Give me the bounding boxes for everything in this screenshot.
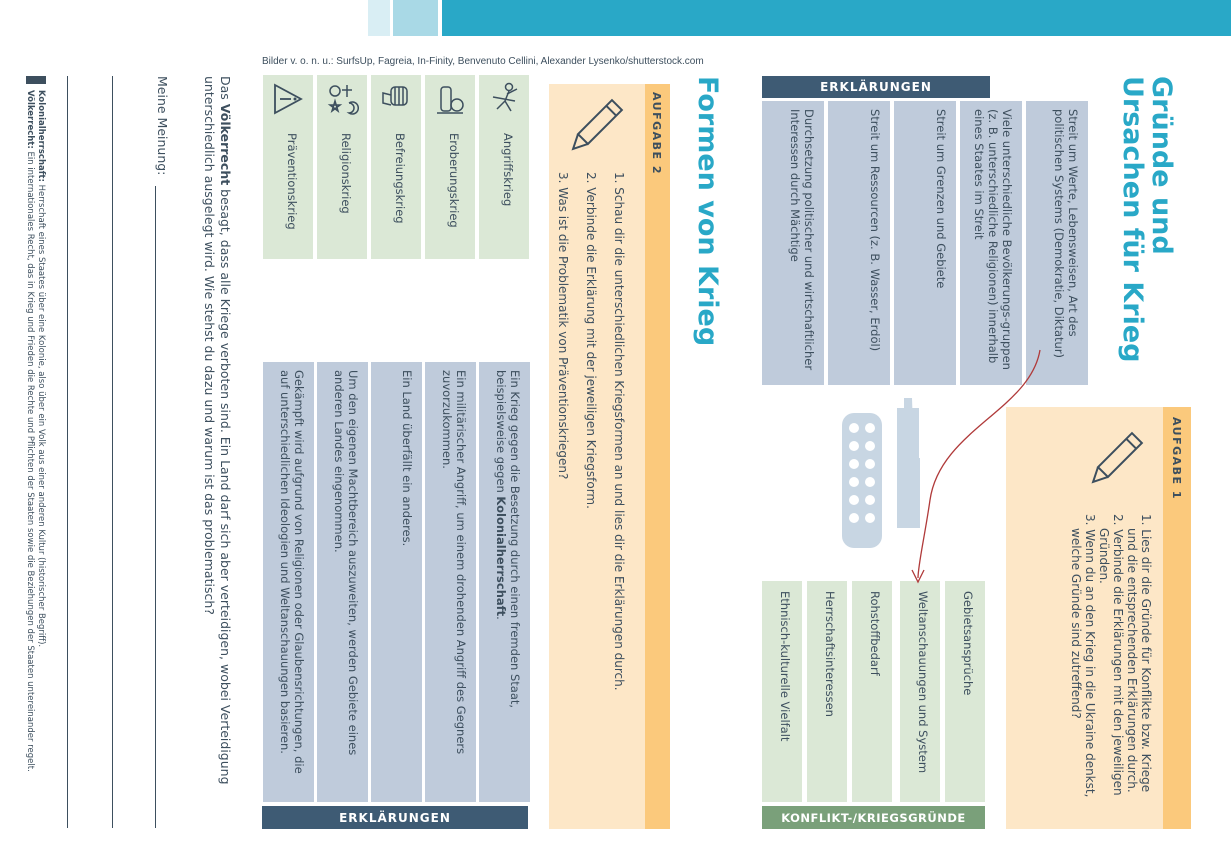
task2-label-strip: [645, 84, 670, 829]
explanation-text: Streit um Grenzen und Gebiete: [934, 109, 948, 289]
reason-text: Ethnisch-kulturelle Vielfalt: [778, 591, 792, 742]
glossary-entry: Kolonialherrschaft: Herrschaft eines Staates über eine Kolonie, also über ein Volk aus einer anderen Kultur (historischer Begriff).: [36, 90, 46, 648]
answer-line[interactable]: [112, 76, 113, 828]
glossary: [24, 90, 46, 850]
reason-card[interactable]: [900, 581, 940, 802]
explanation-text: Ein Land überfällt ein anderes.: [400, 370, 414, 547]
soldier-attack-icon: [487, 81, 521, 117]
reason-card[interactable]: [807, 581, 847, 802]
explanations-heading: ERKLÄRUNGEN: [262, 806, 528, 829]
war-form-label: Angriffskrieg: [501, 133, 515, 207]
war-form-label: Eroberungskrieg: [447, 133, 461, 228]
task1-label-strip: [1163, 407, 1191, 829]
reason-text: Herrschaftsinteressen: [823, 591, 837, 717]
pencil-icon: [560, 92, 630, 162]
reason-card[interactable]: [852, 581, 892, 802]
explanation-text: Viele unterschiedliche Bevölkerungs-gruppen (z. B. unterschiedliche Religionen) innerhalb eines Staates im Streit: [972, 109, 1014, 370]
war-form-card[interactable]: [371, 75, 421, 259]
task1-item: 1. Lies dir die Gründe für Konflikte bzw. Kriege und die entsprechenden Erklärungen durch.: [1125, 514, 1153, 793]
answer-line[interactable]: [155, 186, 156, 828]
reason-card[interactable]: [945, 581, 985, 802]
task2-item: 3. Was ist die Problematik von Präventionskriegen?: [556, 172, 570, 480]
war-form-card[interactable]: [425, 75, 475, 259]
top-band-segment-accent: [442, 0, 1231, 36]
task2-item: 2. Verbinde die Erklärung mit der jeweiligen Kriegsform.: [584, 172, 598, 509]
explanation-card[interactable]: [762, 101, 824, 385]
opinion-label: Meine Meinung:: [155, 76, 170, 176]
explanation-card[interactable]: [479, 362, 530, 802]
task1-item: 3. Wenn du an den Krieg in die Ukraine denkst, welche Gründe sind zutreffend?: [1069, 514, 1097, 798]
pencil-icon: [1080, 425, 1150, 495]
war-form-label: Befreiungskrieg: [393, 133, 407, 224]
war-form-card[interactable]: [479, 75, 529, 259]
connector-arrow: [900, 340, 1060, 590]
explanation-card[interactable]: [263, 362, 314, 802]
term-kolonialherrschaft: Kolonialherrschaft: [494, 496, 508, 617]
reason-text: Gebietsansprüche: [961, 591, 975, 696]
task2-list: [549, 172, 633, 812]
explanation-card[interactable]: [371, 362, 422, 802]
religion-symbols-icon: [325, 81, 359, 117]
reason-text: Rohstoffbedarf: [868, 591, 882, 676]
explanation-text: Gekämpft wird aufgrund von Religionen oder Glaubensrichtungen, die auf unterschiedlichen Ideologien und Weltanschauungen basieren.: [278, 370, 306, 774]
top-band-segment-medium: [393, 0, 438, 36]
answer-line[interactable]: [67, 76, 68, 828]
explanation-text: Ein Krieg gegen die Besetzung durch einen fremden Staat, beispielsweise gegen Kolonialherrschaft.: [494, 370, 522, 709]
page-title: Gründe und Ursachen für Krieg: [1117, 76, 1177, 363]
war-form-card[interactable]: [317, 75, 367, 259]
war-form-label: Präventionskrieg: [285, 133, 299, 230]
task1-list: [1069, 514, 1153, 814]
explanation-text: Streit um Ressourcen (z. B. Wasser, Erdöl): [868, 109, 882, 352]
task2-label: AUFGABE 2: [650, 92, 663, 176]
explanation-text: Um den eigenen Machtbereich auszuweiten, werden Gebiete eines anderen Landes eingenommen.: [332, 370, 360, 756]
explanation-card[interactable]: [828, 101, 890, 385]
section-title-forms: Formen von Krieg: [692, 76, 723, 347]
reason-text: Weltanschauungen und System: [916, 591, 930, 774]
warning-triangle-icon: [271, 81, 305, 117]
war-form-label: Religionskrieg: [339, 133, 353, 214]
reason-card[interactable]: [762, 581, 802, 802]
explanation-text: Streit um Werte, Lebensweisen, Art des politischen Systems (Demokratie, Diktatur): [1052, 109, 1080, 359]
explanation-card[interactable]: [425, 362, 476, 802]
term-voelkerrecht: Völkerrecht: [218, 103, 233, 186]
explanations-heading: ERKLÄRUNGEN: [762, 76, 990, 98]
raised-fist-icon: [379, 81, 413, 117]
reasons-heading: KONFLIKT-/KRIEGSGRÜNDE: [762, 806, 985, 829]
cannon-icon: [433, 81, 467, 117]
top-band-segment-light: [368, 0, 390, 36]
explanation-text: Ein militärischer Angriff, um einem drohenden Angriff des Gegners zuvorzukommen.: [440, 370, 468, 755]
explanation-card[interactable]: [317, 362, 368, 802]
question-text: Das Völkerrecht besagt, dass alle Kriege verboten sind. Ein Land darf sich aber verteidigen, wobei Verteidigung unterschiedlich ausgelegt wird. Wie stehst du dazu und warum ist das problematisch?: [202, 76, 233, 785]
task1-item: 2. Verbinde die Erklärungen mit den jeweiligen Gründen.: [1097, 514, 1125, 796]
task2-item: 1. Schau dir die unterschiedlichen Kriegsformen an und lies dir die Erklärungen durch.: [612, 172, 626, 691]
task1-label: AUFGABE 1: [1170, 417, 1183, 501]
image-credit: Bilder v. o. n. u.: SurfsUp, Fagreia, In-Finity, Benvenuto Cellini, Alexander Lysenko/shutterstock.com: [262, 56, 704, 67]
war-form-card[interactable]: [263, 75, 313, 259]
glossary-marker: [26, 76, 46, 84]
explanation-text: Durchsetzung politischer und wirtschaftlicher Interessen durch Mächtige: [788, 109, 816, 371]
glossary-entry: Völkerrecht: Ein internationales Recht, das in Krieg und Frieden die Rechte und Pflichten der Staaten sowie die Beziehungen der Staaten untereinander regelt.: [25, 90, 35, 772]
